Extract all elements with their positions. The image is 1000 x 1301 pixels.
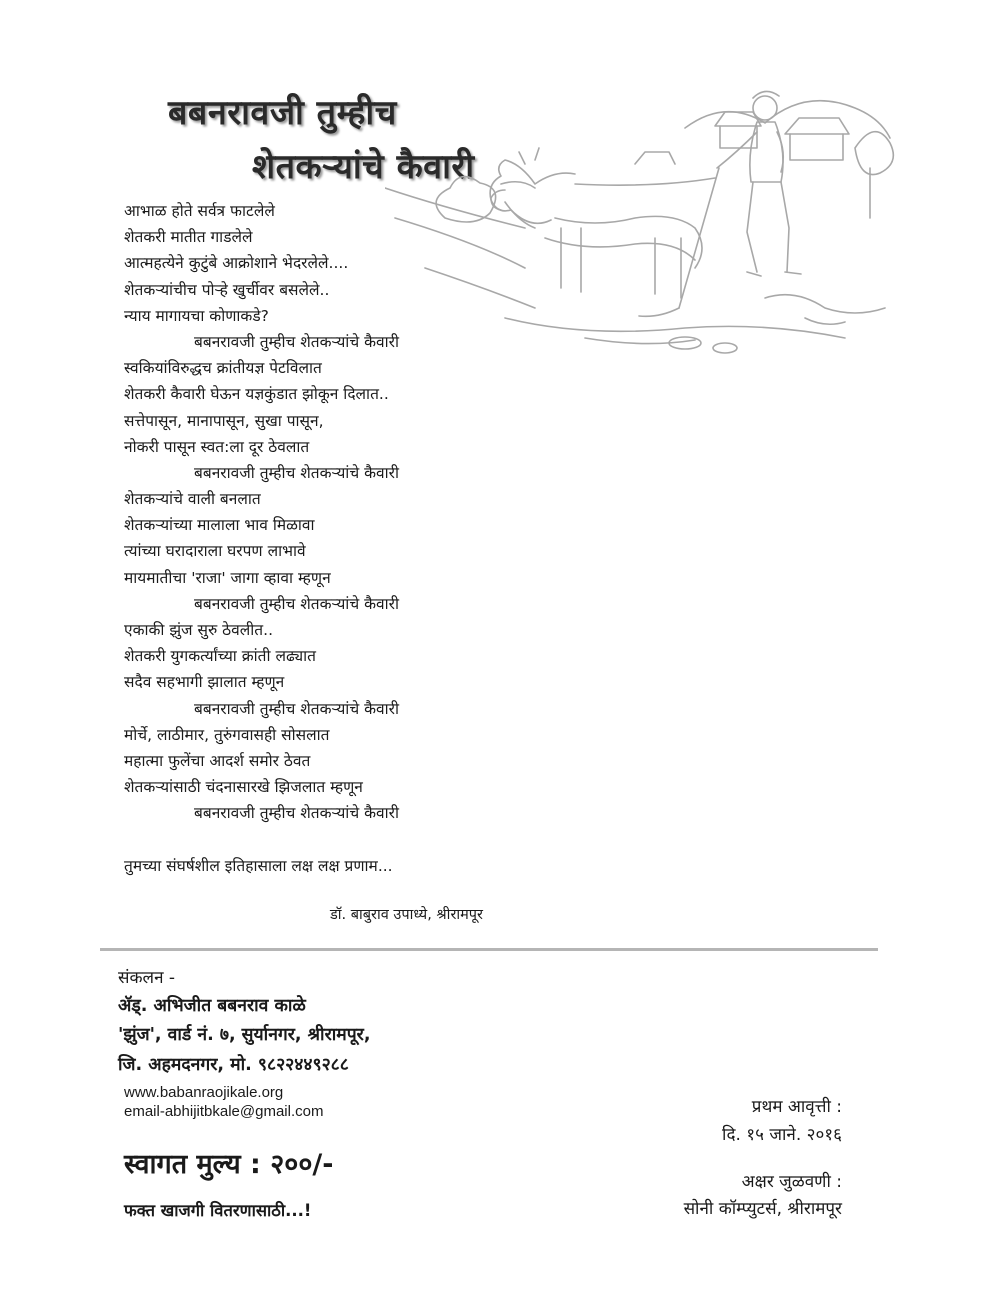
poem-refrain-line: बबनरावजी तुम्हीच शेतकऱ्यांचे कैवारी xyxy=(194,699,399,718)
typesetting-label: अक्षर जुळवणी : xyxy=(741,1172,842,1192)
poem-refrain-line: बबनरावजी तुम्हीच शेतकऱ्यांचे कैवारी xyxy=(194,804,399,823)
email-link[interactable]: email-abhijitbkale@gmail.com xyxy=(124,1103,324,1120)
poem-line: शेतकरी मातीत गाडलेले xyxy=(124,228,253,247)
poem-line: आत्महत्येने कुटुंबे आक्रोशाने भेदरलेले.... xyxy=(124,254,349,273)
poem-body xyxy=(124,198,684,879)
poem-line: स्वकियांविरुद्धच क्रांतीयज्ञ पेटविलात xyxy=(124,359,322,378)
poem-line: शेतकरी युगकर्त्यांच्या क्रांती लढ्यात xyxy=(124,647,316,666)
compiler-address-line-2: जि. अहमदनगर, मो. ९८२२४४९२८८ xyxy=(118,1055,349,1075)
poem-refrain-line: बबनरावजी तुम्हीच शेतकऱ्यांचे कैवारी xyxy=(194,594,399,613)
poem-line: सत्तेपासून, मानापासून, सुखा पासून, xyxy=(124,411,324,430)
website-link[interactable]: www.babanraojikale.org xyxy=(124,1084,284,1101)
poem-author: डॉ. बाबुराव उपाध्ये, श्रीरामपूर xyxy=(330,907,483,923)
poem-title-line-2: शेतकऱ्यांचे कैवारी xyxy=(252,147,475,187)
poem-line: शेतकऱ्यांचीच पोऱ्हे खुर्चीवर बसलेले.. xyxy=(124,280,330,299)
poem-line: न्याय मागायचा कोणाकडे? xyxy=(124,306,269,325)
poem-line: शेतकऱ्यांचे वाली बनलात xyxy=(124,490,261,509)
private-distribution-note: फक्त खाजगी वितरणासाठी...! xyxy=(124,1201,312,1220)
poem-line: एकाकी झुंज सुरु ठेवलीत.. xyxy=(124,621,273,639)
poem-line: त्यांच्या घरादाराला घरपण लाभावे xyxy=(124,542,306,561)
compiler-label: संकलन - xyxy=(118,968,176,988)
poem-line: शेतकऱ्यांच्या मालाला भाव मिळावा xyxy=(124,516,315,535)
edition-label: प्रथम आवृत्ती : xyxy=(751,1097,842,1117)
compiler-name: ॲड्. अभिजीत बबनराव काळे xyxy=(118,996,306,1016)
poem-refrain-line: बबनरावजी तुम्हीच शेतकऱ्यांचे कैवारी xyxy=(194,463,399,482)
poem-line: शेतकरी कैवारी घेऊन यज्ञकुंडात झोकून दिलात.. xyxy=(124,385,389,404)
poem-line: मोर्चे, लाठीमार, तुरुंगवासही सोसलात xyxy=(124,725,330,744)
compiler-address-line-1: 'झुंज', वार्ड नं. ७, सुर्यानगर, श्रीरामपूर, xyxy=(118,1025,371,1045)
poem-line: महात्मा फुलेंचा आदर्श समोर ठेवत xyxy=(124,751,311,770)
price-text: स्वागत मुल्य : २००/- xyxy=(124,1149,334,1180)
poem-closing-line: तुमच्या संघर्षशील इतिहासाला लक्ष लक्ष प्रणाम... xyxy=(124,856,393,875)
typesetting-value: सोनी कॉम्प्युटर्स, श्रीरामपूर xyxy=(683,1199,842,1219)
poem-line: मायमातीचा 'राजा' जागा व्हावा म्हणून xyxy=(124,568,331,587)
poem-title-line-1: बबनरावजी तुम्हीच xyxy=(168,93,397,133)
poem-refrain-line: बबनरावजी तुम्हीच शेतकऱ्यांचे कैवारी xyxy=(194,332,399,351)
poem-stanza-gap xyxy=(124,827,684,853)
poem-line: नोकरी पासून स्वत:ला दूर ठेवलात xyxy=(124,437,310,456)
poem-line: शेतकऱ्यांसाठी चंदनासारखे झिजलात म्हणून xyxy=(124,778,363,797)
section-divider xyxy=(100,948,878,951)
edition-date: दि. १५ जाने. २०१६ xyxy=(722,1125,842,1145)
poem-line: आभाळ होते सर्वत्र फाटलेले xyxy=(124,202,275,220)
poem-line: सदैव सहभागी झालात म्हणून xyxy=(124,673,285,692)
